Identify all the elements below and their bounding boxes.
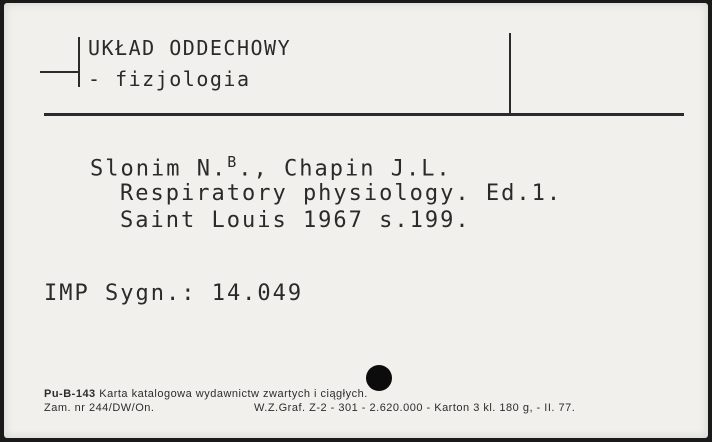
header-left-divider [78, 37, 80, 87]
footer-form-description: Karta katalogowa wydawnictw zwartych i ciągłych. [99, 388, 368, 400]
catalog-card [4, 3, 708, 438]
subject-subheading: - fizjologia [88, 67, 251, 91]
imprint-line: Saint Louis 1967 s.199. [120, 208, 471, 233]
subject-heading: UKŁAD ODDECHOWY [88, 36, 292, 60]
footer-line-1 [44, 388, 368, 400]
call-number: IMP Sygn.: 14.049 [44, 281, 304, 306]
header-left-rule [40, 71, 80, 73]
punch-hole [366, 365, 392, 391]
author-part1: Slonim N. [90, 156, 228, 182]
footer-printer-info: W.Z.Graf. Z-2 - 301 - 2.620.000 - Karton 3 kl. 180 g, - II. 77. [254, 402, 576, 414]
header-underline [44, 113, 684, 116]
author-part2: ., Chapin J.L. [238, 156, 452, 182]
footer-form-code: Pu-B-143 [44, 388, 96, 400]
author-line [90, 153, 452, 181]
author-initial-superscript: B [227, 153, 239, 171]
footer-order-info: Zam. nr 244/DW/On. [44, 402, 155, 414]
footer-line-2 [44, 402, 576, 414]
title-line: Respiratory physiology. Ed.1. [120, 181, 563, 206]
header-right-divider [509, 33, 511, 115]
